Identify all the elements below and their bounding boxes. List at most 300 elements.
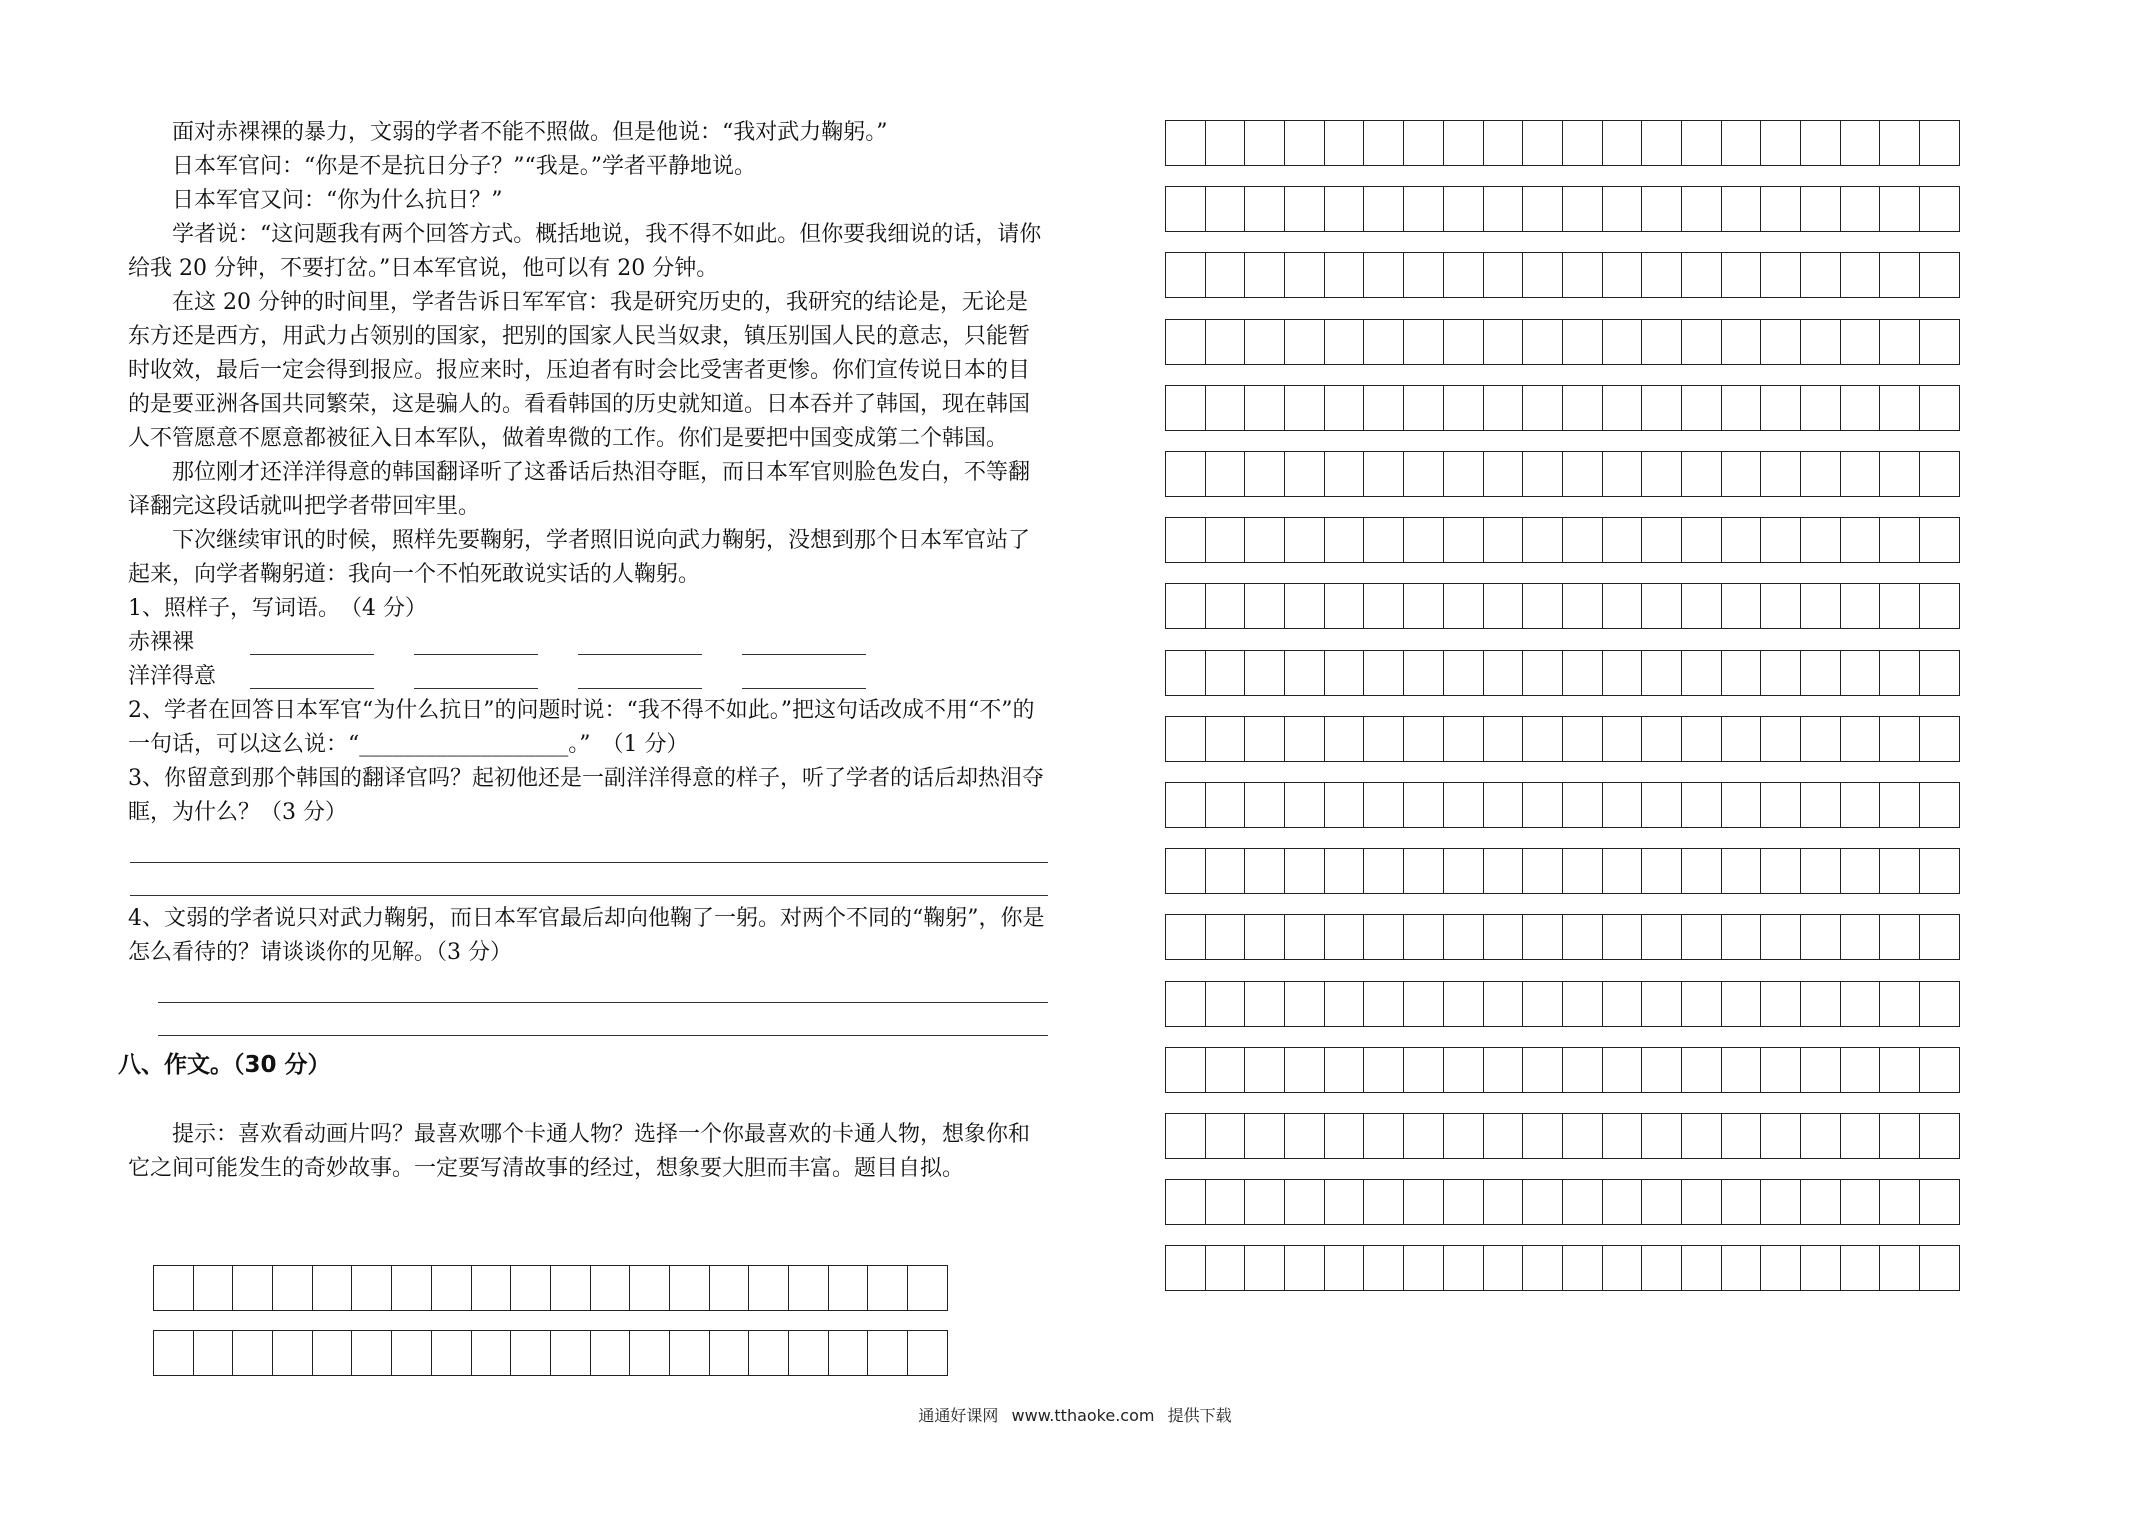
- grid-cell[interactable]: [1284, 252, 1325, 298]
- grid-cell[interactable]: [1602, 186, 1643, 232]
- grid-cell[interactable]: [1760, 1245, 1801, 1291]
- grid-cell[interactable]: [1919, 782, 1960, 828]
- grid-cell[interactable]: [1840, 186, 1881, 232]
- grid-cell[interactable]: [907, 1330, 948, 1376]
- grid-cell[interactable]: [1562, 451, 1603, 497]
- grid-cell[interactable]: [1165, 583, 1206, 629]
- grid-cell[interactable]: [1760, 848, 1801, 894]
- grid-cell[interactable]: [629, 1330, 670, 1376]
- grid-cell[interactable]: [1205, 848, 1246, 894]
- grid-cell[interactable]: [1641, 1047, 1682, 1093]
- grid-cell[interactable]: [1681, 385, 1722, 431]
- grid-cell[interactable]: [1483, 716, 1524, 762]
- grid-cell[interactable]: [351, 1265, 392, 1311]
- grid-cell[interactable]: [1800, 120, 1841, 166]
- grid-cell[interactable]: [1879, 914, 1920, 960]
- grid-cell[interactable]: [272, 1265, 313, 1311]
- grid-cell[interactable]: [1443, 1179, 1484, 1225]
- grid-cell[interactable]: [1681, 583, 1722, 629]
- grid-cell[interactable]: [1760, 981, 1801, 1027]
- grid-cell[interactable]: [1483, 782, 1524, 828]
- grid-cell[interactable]: [1721, 1047, 1762, 1093]
- grid-cell[interactable]: [1483, 451, 1524, 497]
- grid-cell[interactable]: [1879, 319, 1920, 365]
- grid-cell[interactable]: [1403, 319, 1444, 365]
- grid-cell[interactable]: [1244, 1245, 1285, 1291]
- grid-row[interactable]: [1165, 716, 1959, 762]
- grid-cell[interactable]: [1205, 385, 1246, 431]
- grid-cell[interactable]: [1760, 252, 1801, 298]
- answer-line[interactable]: [158, 1003, 1048, 1036]
- grid-cell[interactable]: [1165, 385, 1206, 431]
- grid-cell[interactable]: [1324, 1245, 1365, 1291]
- grid-cell[interactable]: [1522, 583, 1563, 629]
- grid-cell[interactable]: [1244, 186, 1285, 232]
- grid-cell[interactable]: [1919, 583, 1960, 629]
- grid-cell[interactable]: [590, 1265, 631, 1311]
- grid-cell[interactable]: [1363, 120, 1404, 166]
- grid-cell[interactable]: [1522, 782, 1563, 828]
- grid-cell[interactable]: [1443, 782, 1484, 828]
- grid-cell[interactable]: [1681, 1047, 1722, 1093]
- grid-cell[interactable]: [1165, 319, 1206, 365]
- blank[interactable]: [414, 632, 538, 655]
- grid-cell[interactable]: [1721, 451, 1762, 497]
- grid-cell[interactable]: [1840, 1245, 1881, 1291]
- grid-cell[interactable]: [1205, 914, 1246, 960]
- grid-cell[interactable]: [1403, 583, 1444, 629]
- grid-cell[interactable]: [1324, 451, 1365, 497]
- blank[interactable]: [414, 666, 538, 689]
- grid-cell[interactable]: [1443, 650, 1484, 696]
- grid-cell[interactable]: [1244, 319, 1285, 365]
- grid-cell[interactable]: [1760, 385, 1801, 431]
- grid-cell[interactable]: [1284, 1047, 1325, 1093]
- grid-cell[interactable]: [1205, 1245, 1246, 1291]
- grid-cell[interactable]: [1879, 782, 1920, 828]
- grid-cell[interactable]: [1641, 517, 1682, 563]
- grid-cell[interactable]: [1324, 981, 1365, 1027]
- grid-cell[interactable]: [1681, 186, 1722, 232]
- grid-cell[interactable]: [1681, 1113, 1722, 1159]
- grid-cell[interactable]: [1244, 120, 1285, 166]
- grid-cell[interactable]: [1363, 252, 1404, 298]
- grid-cell[interactable]: [1919, 914, 1960, 960]
- grid-cell[interactable]: [1919, 1047, 1960, 1093]
- grid-cell[interactable]: [788, 1330, 829, 1376]
- grid-cell[interactable]: [153, 1265, 194, 1311]
- grid-cell[interactable]: [1324, 385, 1365, 431]
- grid-cell[interactable]: [1800, 650, 1841, 696]
- grid-cell[interactable]: [1641, 981, 1682, 1027]
- grid-cell[interactable]: [1562, 1245, 1603, 1291]
- grid-cell[interactable]: [1840, 1047, 1881, 1093]
- grid-cell[interactable]: [1244, 451, 1285, 497]
- grid-cell[interactable]: [1641, 782, 1682, 828]
- grid-cell[interactable]: [1562, 319, 1603, 365]
- grid-cell[interactable]: [1800, 319, 1841, 365]
- grid-cell[interactable]: [1760, 1179, 1801, 1225]
- grid-cell[interactable]: [1562, 914, 1603, 960]
- grid-cell[interactable]: [1443, 914, 1484, 960]
- grid-cell[interactable]: [1244, 782, 1285, 828]
- grid-cell[interactable]: [1324, 650, 1365, 696]
- grid-cell[interactable]: [1403, 517, 1444, 563]
- grid-cell[interactable]: [1562, 120, 1603, 166]
- grid-row[interactable]: [153, 1265, 947, 1311]
- grid-cell[interactable]: [1205, 650, 1246, 696]
- grid-cell[interactable]: [1284, 782, 1325, 828]
- grid-cell[interactable]: [1165, 716, 1206, 762]
- grid-cell[interactable]: [193, 1330, 234, 1376]
- grid-cell[interactable]: [1205, 319, 1246, 365]
- grid-cell[interactable]: [1403, 782, 1444, 828]
- grid-cell[interactable]: [1919, 716, 1960, 762]
- grid-cell[interactable]: [1522, 981, 1563, 1027]
- grid-cell[interactable]: [232, 1265, 273, 1311]
- grid-cell[interactable]: [1205, 517, 1246, 563]
- grid-cell[interactable]: [1721, 1113, 1762, 1159]
- grid-cell[interactable]: [1760, 583, 1801, 629]
- grid-cell[interactable]: [1284, 385, 1325, 431]
- grid-cell[interactable]: [1522, 1245, 1563, 1291]
- grid-cell[interactable]: [1760, 120, 1801, 166]
- grid-cell[interactable]: [1363, 1245, 1404, 1291]
- grid-cell[interactable]: [1681, 981, 1722, 1027]
- grid-cell[interactable]: [1721, 782, 1762, 828]
- grid-cell[interactable]: [1403, 1179, 1444, 1225]
- grid-cell[interactable]: [1879, 981, 1920, 1027]
- blank[interactable]: [250, 632, 374, 655]
- grid-cell[interactable]: [1324, 782, 1365, 828]
- grid-cell[interactable]: [1403, 1245, 1444, 1291]
- grid-cell[interactable]: [1244, 1179, 1285, 1225]
- grid-cell[interactable]: [1800, 848, 1841, 894]
- grid-cell[interactable]: [1324, 1179, 1365, 1225]
- grid-cell[interactable]: [1363, 848, 1404, 894]
- grid-cell[interactable]: [1483, 385, 1524, 431]
- grid-row[interactable]: [1165, 1113, 1959, 1159]
- grid-cell[interactable]: [1165, 451, 1206, 497]
- grid-cell[interactable]: [1879, 1179, 1920, 1225]
- grid-cell[interactable]: [1165, 782, 1206, 828]
- grid-cell[interactable]: [1602, 1047, 1643, 1093]
- grid-cell[interactable]: [1483, 583, 1524, 629]
- grid-cell[interactable]: [1165, 1113, 1206, 1159]
- grid-cell[interactable]: [193, 1265, 234, 1311]
- grid-cell[interactable]: [1284, 650, 1325, 696]
- grid-cell[interactable]: [1483, 1047, 1524, 1093]
- grid-cell[interactable]: [1681, 451, 1722, 497]
- grid-cell[interactable]: [1363, 517, 1404, 563]
- grid-cell[interactable]: [1800, 1047, 1841, 1093]
- grid-cell[interactable]: [1919, 1113, 1960, 1159]
- grid-cell[interactable]: [1721, 319, 1762, 365]
- grid-cell[interactable]: [1483, 1245, 1524, 1291]
- grid-cell[interactable]: [1443, 186, 1484, 232]
- grid-cell[interactable]: [1483, 252, 1524, 298]
- grid-cell[interactable]: [1840, 583, 1881, 629]
- answer-line[interactable]: [130, 830, 1048, 863]
- grid-cell[interactable]: [709, 1265, 750, 1311]
- grid-cell[interactable]: [1760, 650, 1801, 696]
- grid-cell[interactable]: [1205, 451, 1246, 497]
- grid-cell[interactable]: [1721, 583, 1762, 629]
- grid-cell[interactable]: [1721, 517, 1762, 563]
- grid-cell[interactable]: [1403, 914, 1444, 960]
- grid-cell[interactable]: [1641, 716, 1682, 762]
- grid-cell[interactable]: [1165, 1245, 1206, 1291]
- grid-cell[interactable]: [1681, 319, 1722, 365]
- grid-cell[interactable]: [907, 1265, 948, 1311]
- grid-cell[interactable]: [1483, 1179, 1524, 1225]
- grid-cell[interactable]: [1760, 451, 1801, 497]
- grid-cell[interactable]: [471, 1330, 512, 1376]
- grid-cell[interactable]: [1324, 716, 1365, 762]
- grid-cell[interactable]: [1165, 848, 1206, 894]
- grid-cell[interactable]: [1800, 385, 1841, 431]
- grid-cell[interactable]: [1721, 120, 1762, 166]
- grid-cell[interactable]: [1522, 650, 1563, 696]
- grid-row[interactable]: [153, 1330, 947, 1376]
- grid-cell[interactable]: [1165, 120, 1206, 166]
- grid-cell[interactable]: [1760, 186, 1801, 232]
- grid-cell[interactable]: [1721, 914, 1762, 960]
- grid-cell[interactable]: [1522, 186, 1563, 232]
- grid-cell[interactable]: [272, 1330, 313, 1376]
- grid-cell[interactable]: [1522, 451, 1563, 497]
- grid-cell[interactable]: [1284, 1245, 1325, 1291]
- grid-cell[interactable]: [1760, 1113, 1801, 1159]
- grid-cell[interactable]: [1403, 981, 1444, 1027]
- grid-cell[interactable]: [1681, 517, 1722, 563]
- grid-cell[interactable]: [1641, 650, 1682, 696]
- grid-row[interactable]: [1165, 517, 1959, 563]
- grid-cell[interactable]: [1165, 1047, 1206, 1093]
- grid-cell[interactable]: [1363, 1179, 1404, 1225]
- grid-cell[interactable]: [1721, 385, 1762, 431]
- grid-cell[interactable]: [1244, 1113, 1285, 1159]
- grid-cell[interactable]: [1562, 385, 1603, 431]
- grid-cell[interactable]: [1602, 1179, 1643, 1225]
- grid-cell[interactable]: [1483, 120, 1524, 166]
- grid-cell[interactable]: [1602, 319, 1643, 365]
- grid-cell[interactable]: [1165, 914, 1206, 960]
- grid-cell[interactable]: [1879, 120, 1920, 166]
- grid-cell[interactable]: [1562, 981, 1603, 1027]
- grid-cell[interactable]: [1284, 914, 1325, 960]
- grid-cell[interactable]: [669, 1330, 710, 1376]
- grid-cell[interactable]: [1522, 120, 1563, 166]
- blank[interactable]: [742, 632, 866, 655]
- grid-cell[interactable]: [1602, 120, 1643, 166]
- grid-row[interactable]: [1165, 385, 1959, 431]
- grid-cell[interactable]: [1721, 252, 1762, 298]
- grid-cell[interactable]: [1562, 186, 1603, 232]
- grid-cell[interactable]: [1284, 120, 1325, 166]
- grid-cell[interactable]: [1483, 517, 1524, 563]
- grid-cell[interactable]: [1403, 848, 1444, 894]
- grid-cell[interactable]: [1324, 1113, 1365, 1159]
- grid-row[interactable]: [1165, 583, 1959, 629]
- grid-cell[interactable]: [1562, 716, 1603, 762]
- grid-cell[interactable]: [1919, 1245, 1960, 1291]
- grid-cell[interactable]: [1641, 1179, 1682, 1225]
- grid-cell[interactable]: [351, 1330, 392, 1376]
- grid-cell[interactable]: [1760, 914, 1801, 960]
- grid-cell[interactable]: [1403, 650, 1444, 696]
- grid-cell[interactable]: [1403, 716, 1444, 762]
- grid-cell[interactable]: [1721, 848, 1762, 894]
- grid-cell[interactable]: [1800, 716, 1841, 762]
- grid-cell[interactable]: [1244, 914, 1285, 960]
- grid-cell[interactable]: [1879, 1245, 1920, 1291]
- grid-cell[interactable]: [1562, 1047, 1603, 1093]
- grid-row[interactable]: [1165, 252, 1959, 298]
- grid-cell[interactable]: [1562, 252, 1603, 298]
- blank[interactable]: [578, 632, 702, 655]
- grid-row[interactable]: [1165, 981, 1959, 1027]
- grid-cell[interactable]: [1403, 1047, 1444, 1093]
- grid-row[interactable]: [1165, 1179, 1959, 1225]
- grid-cell[interactable]: [1483, 848, 1524, 894]
- grid-cell[interactable]: [1602, 252, 1643, 298]
- grid-cell[interactable]: [1205, 1113, 1246, 1159]
- grid-cell[interactable]: [1602, 650, 1643, 696]
- grid-cell[interactable]: [1840, 517, 1881, 563]
- grid-cell[interactable]: [1760, 319, 1801, 365]
- grid-cell[interactable]: [1205, 583, 1246, 629]
- grid-cell[interactable]: [1721, 650, 1762, 696]
- grid-cell[interactable]: [1363, 1047, 1404, 1093]
- grid-cell[interactable]: [1324, 319, 1365, 365]
- grid-cell[interactable]: [1165, 517, 1206, 563]
- grid-cell[interactable]: [1602, 385, 1643, 431]
- blank[interactable]: [742, 666, 866, 689]
- grid-cell[interactable]: [1284, 451, 1325, 497]
- grid-cell[interactable]: [1919, 120, 1960, 166]
- grid-cell[interactable]: [312, 1330, 353, 1376]
- grid-cell[interactable]: [1165, 981, 1206, 1027]
- grid-cell[interactable]: [669, 1265, 710, 1311]
- grid-cell[interactable]: [1919, 319, 1960, 365]
- grid-row[interactable]: [1165, 120, 1959, 166]
- grid-cell[interactable]: [1443, 385, 1484, 431]
- grid-cell[interactable]: [1721, 1245, 1762, 1291]
- grid-cell[interactable]: [1284, 981, 1325, 1027]
- grid-cell[interactable]: [1522, 1047, 1563, 1093]
- grid-cell[interactable]: [1840, 1113, 1881, 1159]
- grid-cell[interactable]: [550, 1265, 591, 1311]
- grid-cell[interactable]: [1443, 252, 1484, 298]
- grid-cell[interactable]: [1443, 1113, 1484, 1159]
- grid-cell[interactable]: [1522, 848, 1563, 894]
- grid-cell[interactable]: [1443, 1047, 1484, 1093]
- grid-cell[interactable]: [1681, 120, 1722, 166]
- grid-row[interactable]: [1165, 782, 1959, 828]
- grid-cell[interactable]: [1721, 1179, 1762, 1225]
- grid-row[interactable]: [1165, 319, 1959, 365]
- grid-cell[interactable]: [1244, 716, 1285, 762]
- grid-cell[interactable]: [1602, 1245, 1643, 1291]
- grid-cell[interactable]: [1363, 385, 1404, 431]
- grid-cell[interactable]: [1879, 1047, 1920, 1093]
- grid-cell[interactable]: [1284, 583, 1325, 629]
- grid-cell[interactable]: [1284, 186, 1325, 232]
- grid-cell[interactable]: [1205, 120, 1246, 166]
- grid-cell[interactable]: [1244, 848, 1285, 894]
- grid-cell[interactable]: [1522, 517, 1563, 563]
- grid-cell[interactable]: [1205, 1047, 1246, 1093]
- grid-cell[interactable]: [1641, 848, 1682, 894]
- grid-row[interactable]: [1165, 650, 1959, 696]
- grid-cell[interactable]: [1522, 1179, 1563, 1225]
- grid-cell[interactable]: [510, 1330, 551, 1376]
- grid-row[interactable]: [1165, 1047, 1959, 1093]
- grid-cell[interactable]: [1483, 650, 1524, 696]
- grid-cell[interactable]: [1840, 782, 1881, 828]
- grid-cell[interactable]: [1641, 252, 1682, 298]
- grid-cell[interactable]: [1919, 385, 1960, 431]
- grid-cell[interactable]: [1681, 1179, 1722, 1225]
- grid-cell[interactable]: [1800, 1113, 1841, 1159]
- grid-cell[interactable]: [1800, 981, 1841, 1027]
- grid-cell[interactable]: [1721, 186, 1762, 232]
- grid-cell[interactable]: [1205, 782, 1246, 828]
- grid-cell[interactable]: [1681, 252, 1722, 298]
- grid-cell[interactable]: [1602, 583, 1643, 629]
- grid-cell[interactable]: [1363, 451, 1404, 497]
- grid-cell[interactable]: [590, 1330, 631, 1376]
- grid-cell[interactable]: [1800, 1245, 1841, 1291]
- grid-cell[interactable]: [1244, 252, 1285, 298]
- grid-cell[interactable]: [1879, 451, 1920, 497]
- grid-row[interactable]: [1165, 451, 1959, 497]
- grid-cell[interactable]: [1681, 914, 1722, 960]
- grid-cell[interactable]: [1324, 186, 1365, 232]
- grid-cell[interactable]: [1800, 186, 1841, 232]
- grid-cell[interactable]: [1840, 716, 1881, 762]
- grid-cell[interactable]: [1443, 848, 1484, 894]
- grid-cell[interactable]: [1800, 252, 1841, 298]
- grid-cell[interactable]: [1721, 981, 1762, 1027]
- grid-cell[interactable]: [1522, 385, 1563, 431]
- grid-cell[interactable]: [1324, 252, 1365, 298]
- grid-cell[interactable]: [1840, 252, 1881, 298]
- grid-cell[interactable]: [1641, 583, 1682, 629]
- blank[interactable]: [250, 666, 374, 689]
- grid-cell[interactable]: [1363, 782, 1404, 828]
- grid-cell[interactable]: [1443, 583, 1484, 629]
- grid-cell[interactable]: [1522, 914, 1563, 960]
- grid-cell[interactable]: [1562, 650, 1603, 696]
- grid-cell[interactable]: [1324, 914, 1365, 960]
- grid-cell[interactable]: [510, 1265, 551, 1311]
- grid-cell[interactable]: [1324, 120, 1365, 166]
- grid-cell[interactable]: [1363, 319, 1404, 365]
- grid-cell[interactable]: [1602, 1113, 1643, 1159]
- grid-cell[interactable]: [1919, 650, 1960, 696]
- grid-cell[interactable]: [1363, 981, 1404, 1027]
- grid-row[interactable]: [1165, 914, 1959, 960]
- grid-cell[interactable]: [1363, 914, 1404, 960]
- grid-cell[interactable]: [1681, 782, 1722, 828]
- grid-cell[interactable]: [1244, 650, 1285, 696]
- grid-cell[interactable]: [391, 1330, 432, 1376]
- grid-cell[interactable]: [1919, 1179, 1960, 1225]
- grid-cell[interactable]: [1562, 848, 1603, 894]
- grid-cell[interactable]: [1919, 252, 1960, 298]
